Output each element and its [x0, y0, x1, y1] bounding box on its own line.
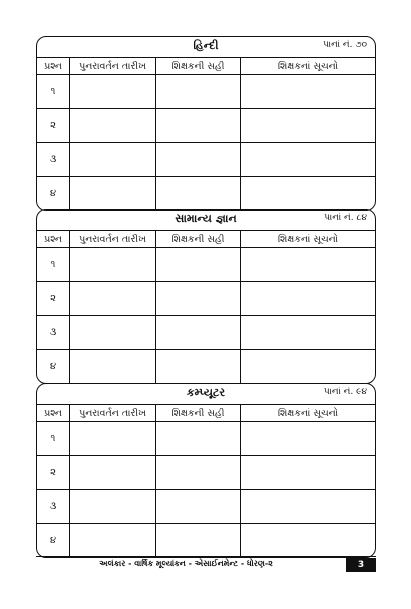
header-question: પ્રશ્ન — [37, 58, 70, 74]
footer-text: અલંકાર - વાર્ષિક મૂલ્યાંકન - એસાઈનમેન્ટ - ધોરણ-૨ — [99, 559, 273, 568]
table-row — [37, 350, 375, 383]
table-row — [37, 422, 375, 456]
table-row — [37, 456, 375, 490]
remarks-cell[interactable] — [241, 282, 375, 315]
question-number: ૨ — [37, 109, 70, 142]
revision-date-cell[interactable] — [70, 143, 156, 176]
signature-cell[interactable] — [156, 524, 241, 557]
question-number: ૨ — [37, 456, 70, 489]
section-titlebar — [37, 37, 375, 58]
signature-cell[interactable] — [156, 177, 241, 210]
revision-date-cell[interactable] — [70, 248, 156, 281]
section-card-computer — [36, 383, 376, 558]
remarks-cell[interactable] — [241, 143, 375, 176]
revision-date-cell[interactable] — [70, 109, 156, 142]
remarks-cell[interactable] — [241, 316, 375, 349]
section-titlebar — [37, 210, 375, 231]
revision-date-cell[interactable] — [70, 316, 156, 349]
signature-cell[interactable] — [156, 490, 241, 523]
signature-cell[interactable] — [156, 350, 241, 383]
header-question: પ્રશ્ન — [37, 231, 70, 247]
header-teacher-remarks: શિક્ષકનાં સૂચનો — [277, 233, 339, 245]
remarks-cell[interactable] — [241, 350, 375, 383]
remarks-cell[interactable] — [241, 109, 375, 142]
section-title: કમ્પ્યૂટર — [186, 386, 226, 399]
section-card-general-knowledge — [36, 209, 376, 384]
question-number: ૪ — [37, 350, 70, 383]
page-number-badge: 3 — [346, 558, 376, 572]
header-revision-date: પુનરાવર્તન તારીખ — [70, 231, 156, 247]
table-row — [37, 248, 375, 282]
table-header — [37, 405, 375, 422]
table-row — [37, 109, 375, 143]
header-teacher-remarks: શિક્ષકનાં સૂચનો — [277, 407, 339, 419]
remarks-cell[interactable] — [241, 456, 375, 489]
remarks-cell[interactable] — [241, 524, 375, 557]
table-row — [37, 316, 375, 350]
question-number: ૩ — [37, 490, 70, 523]
table-header — [37, 58, 375, 75]
signature-cell[interactable] — [156, 282, 241, 315]
revision-date-cell[interactable] — [70, 524, 156, 557]
question-number: ૧ — [37, 422, 70, 455]
signature-cell[interactable] — [156, 143, 241, 176]
revision-date-cell[interactable] — [70, 282, 156, 315]
page-reference: પાનાં નં. ૯૪ — [323, 387, 367, 397]
section-card-hindi — [36, 36, 376, 211]
signature-cell[interactable] — [156, 75, 241, 108]
header-revision-date: પુનરાવર્તન તારીખ — [70, 405, 156, 421]
revision-date-cell[interactable] — [70, 422, 156, 455]
signature-cell[interactable] — [156, 248, 241, 281]
revision-date-cell[interactable] — [70, 456, 156, 489]
table-row — [37, 490, 375, 524]
header-revision-date: પુનરાવર્તન તારીખ — [70, 58, 156, 74]
revision-date-cell[interactable] — [70, 75, 156, 108]
signature-cell[interactable] — [156, 316, 241, 349]
signature-cell[interactable] — [156, 422, 241, 455]
remarks-cell[interactable] — [241, 422, 375, 455]
header-teacher-signature: શિક્ષકની સહી — [156, 58, 241, 74]
question-number: ૪ — [37, 177, 70, 210]
table-row — [37, 524, 375, 557]
revision-date-cell[interactable] — [70, 350, 156, 383]
header-teacher-signature: શિક્ષકની સહી — [156, 405, 241, 421]
header-teacher-signature: શિક્ષકની સહી — [156, 231, 241, 247]
remarks-cell[interactable] — [241, 248, 375, 281]
question-number: ૩ — [37, 316, 70, 349]
section-title: હિન્દી — [193, 39, 219, 52]
page-reference: પાનાં નં. ૮૪ — [324, 213, 367, 223]
table-row — [37, 177, 375, 210]
question-number: ૧ — [37, 75, 70, 108]
footer-divider — [36, 556, 376, 557]
section-titlebar — [37, 384, 375, 405]
question-number: ૪ — [37, 524, 70, 557]
signature-cell[interactable] — [156, 109, 241, 142]
table-row — [37, 143, 375, 177]
remarks-cell[interactable] — [241, 177, 375, 210]
remarks-cell[interactable] — [241, 75, 375, 108]
question-number: ૨ — [37, 282, 70, 315]
question-number: ૩ — [37, 143, 70, 176]
header-teacher-remarks: શિક્ષકનાં સૂચનો — [277, 60, 339, 72]
header-question: પ્રશ્ન — [37, 405, 70, 421]
revision-date-cell[interactable] — [70, 177, 156, 210]
remarks-cell[interactable] — [241, 490, 375, 523]
table-row — [37, 282, 375, 316]
signature-cell[interactable] — [156, 456, 241, 489]
question-number: ૧ — [37, 248, 70, 281]
revision-date-cell[interactable] — [70, 490, 156, 523]
table-row — [37, 75, 375, 109]
section-title: સામાન્ય જ્ઞાન — [175, 212, 237, 225]
page-reference: પાનાં નં. ૭૦ — [323, 40, 367, 50]
table-header — [37, 231, 375, 248]
